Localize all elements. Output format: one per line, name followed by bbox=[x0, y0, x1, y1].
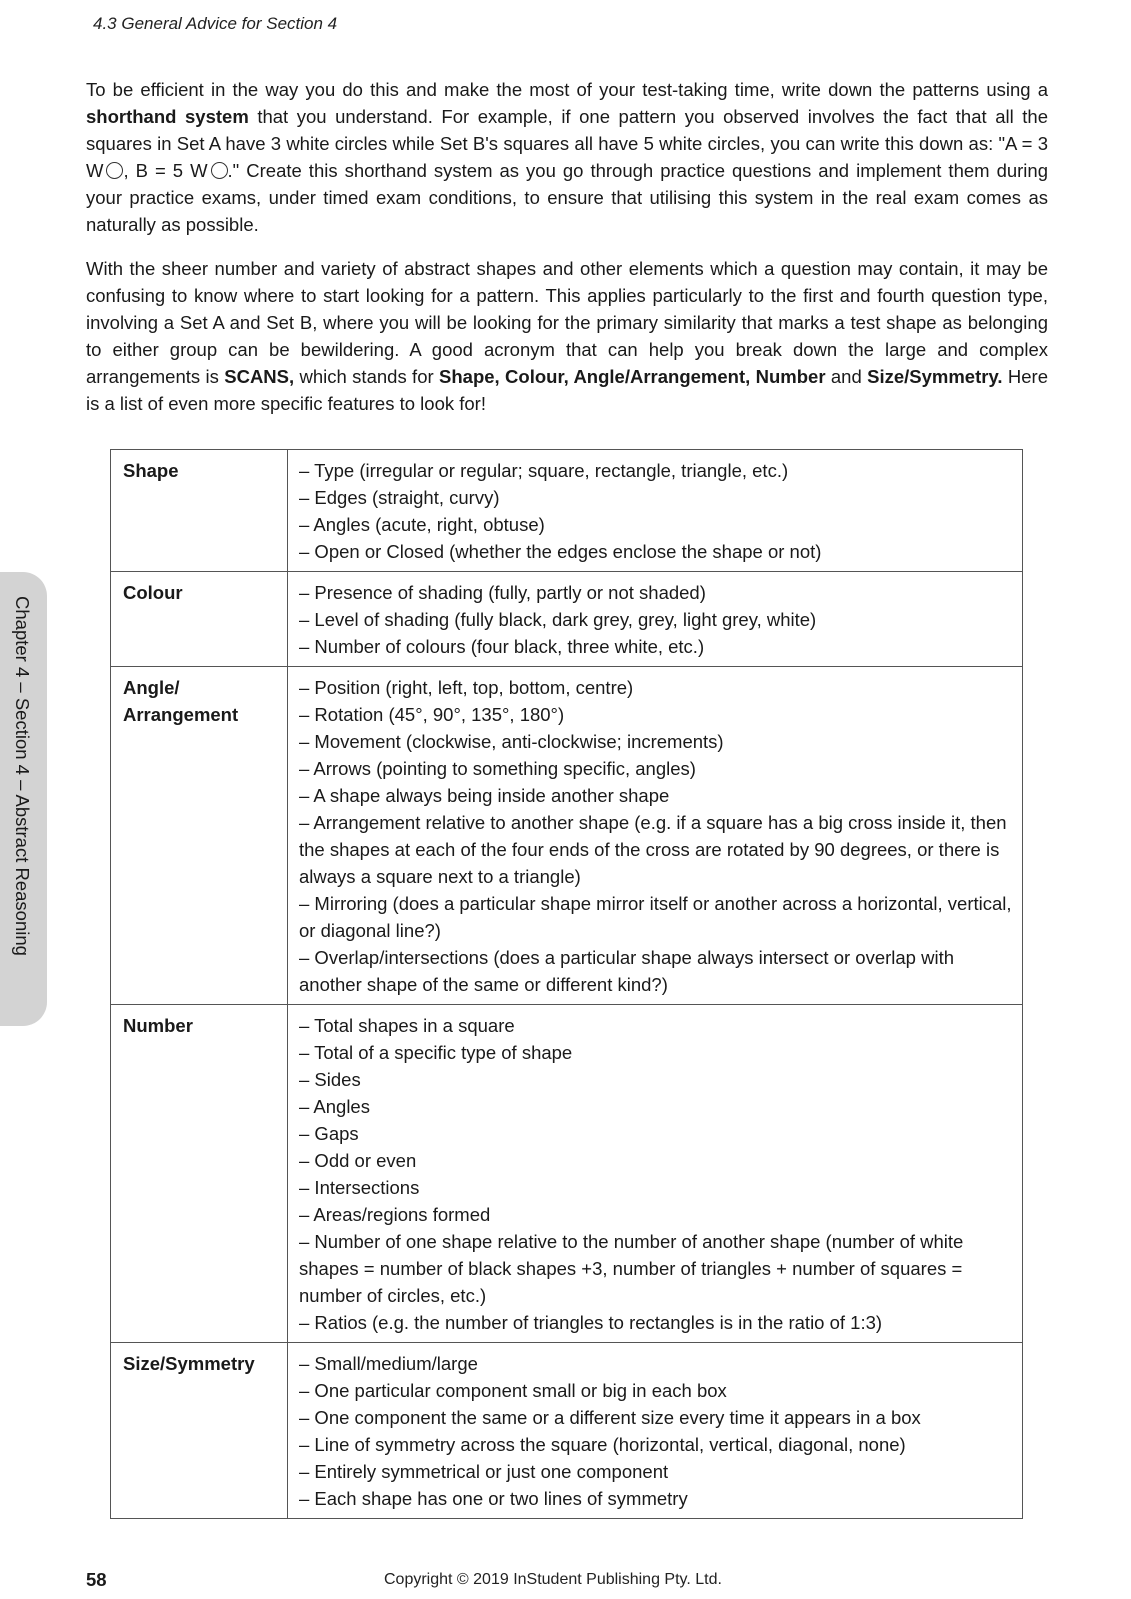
feature-item: – Odd or even bbox=[299, 1150, 417, 1171]
feature-item: – Number of colours (four black, three white, etc.) bbox=[299, 636, 705, 657]
feature-item: – Ratios (e.g. the number of triangles to rectangles is in the ratio of 1:3) bbox=[299, 1312, 883, 1333]
para-text: which stands for bbox=[294, 366, 440, 387]
feature-item: – Number of one shape relative to the number of another shape (number of white shapes = number of black shapes +3, number of triangles + number of squares = number of circles, etc.) bbox=[299, 1231, 964, 1306]
category-cell bbox=[111, 572, 288, 667]
category-label: Number bbox=[123, 1015, 193, 1036]
bold-term: SCANS, bbox=[224, 366, 295, 387]
category-label: Colour bbox=[123, 582, 183, 603]
feature-item: – Line of symmetry across the square (horizontal, vertical, diagonal, none) bbox=[299, 1434, 906, 1455]
white-circle-icon bbox=[106, 162, 123, 179]
feature-item: – Movement (clockwise, anti-clockwise; increments) bbox=[299, 731, 724, 752]
para-text: that you understand. For example, if one pattern you observed involves the fact that all the squares in Set A have 3 white circles while Set B's squares all have 5 white circles, you can write this down as: "A = 3 W bbox=[86, 106, 1048, 181]
feature-item: – Arrangement relative to another shape (e.g. if a square has a big cross inside it, then the shapes at each of the four ends of the cross are rotated by 90 degrees, or there is always a square next to a triangle) bbox=[299, 812, 1007, 887]
copyright-footer: Copyright © 2019 InStudent Publishing Pty. Ltd. bbox=[384, 1571, 722, 1588]
para-text: To be efficient in the way you do this and make the most of your test-taking time, write down the patterns using a bbox=[86, 79, 1048, 100]
table-row bbox=[111, 1343, 1023, 1519]
category-label: Arrangement bbox=[123, 704, 239, 725]
feature-item: – Gaps bbox=[299, 1123, 359, 1144]
feature-item: – Small/medium/large bbox=[299, 1353, 478, 1374]
feature-item: – Sides bbox=[299, 1069, 361, 1090]
category-cell bbox=[111, 1005, 288, 1343]
paragraph-shorthand bbox=[86, 76, 1048, 238]
feature-item: – Areas/regions formed bbox=[299, 1204, 491, 1225]
features-cell bbox=[288, 667, 1023, 1005]
category-label: Angle/ bbox=[123, 677, 180, 698]
feature-item: – Intersections bbox=[299, 1177, 420, 1198]
feature-item: – Open or Closed (whether the edges enclose the shape or not) bbox=[299, 541, 822, 562]
feature-item: – One component the same or a different size every time it appears in a box bbox=[299, 1407, 921, 1428]
bold-term: shorthand system bbox=[86, 106, 249, 127]
feature-item: – Type (irregular or regular; square, rectangle, triangle, etc.) bbox=[299, 460, 789, 481]
para-text: Here is a list of even more specific features to look for! bbox=[86, 366, 1048, 414]
para-text: , B = 5 W bbox=[123, 160, 208, 181]
chapter-side-tab-label: Chapter 4 – Section 4 – Abstract Reasoning bbox=[12, 596, 33, 956]
feature-item: – Entirely symmetrical or just one component bbox=[299, 1461, 669, 1482]
feature-item: – Total of a specific type of shape bbox=[299, 1042, 573, 1063]
feature-item: – Level of shading (fully black, dark grey, grey, light grey, white) bbox=[299, 609, 817, 630]
category-cell bbox=[111, 450, 288, 572]
features-cell bbox=[288, 572, 1023, 667]
feature-item: – Overlap/intersections (does a particular shape always intersect or overlap with another shape of the same or different kind?) bbox=[299, 947, 955, 995]
feature-item: – One particular component small or big in each box bbox=[299, 1380, 727, 1401]
para-text: and bbox=[825, 366, 868, 387]
feature-item: – A shape always being inside another shape bbox=[299, 785, 670, 806]
feature-item: – Rotation (45°, 90°, 135°, 180°) bbox=[299, 704, 565, 725]
running-header: 4.3 General Advice for Section 4 bbox=[93, 14, 338, 33]
category-label: Shape bbox=[123, 460, 179, 481]
features-cell bbox=[288, 450, 1023, 572]
feature-item: – Edges (straight, curvy) bbox=[299, 487, 500, 508]
table-row bbox=[111, 572, 1023, 667]
feature-item: – Total shapes in a square bbox=[299, 1015, 515, 1036]
feature-item: – Angles bbox=[299, 1096, 370, 1117]
feature-item: – Position (right, left, top, bottom, centre) bbox=[299, 677, 634, 698]
table-row bbox=[111, 667, 1023, 1005]
features-cell bbox=[288, 1343, 1023, 1519]
feature-item: – Presence of shading (fully, partly or not shaded) bbox=[299, 582, 706, 603]
bold-term: Size/Symmetry. bbox=[867, 366, 1003, 387]
scans-table bbox=[110, 449, 1023, 1519]
table-row bbox=[111, 450, 1023, 572]
feature-item: – Each shape has one or two lines of symmetry bbox=[299, 1488, 688, 1509]
page-number: 58 bbox=[86, 1569, 107, 1590]
white-circle-icon bbox=[211, 162, 228, 179]
para-text: ." Create this shorthand system as you go through practice questions and implement them during your practice exams, under timed exam conditions, to ensure that utilising this system in the real exam comes as naturally as possible. bbox=[86, 160, 1048, 235]
bold-term: Shape, Colour, Angle/Arrangement, Number bbox=[439, 366, 826, 387]
features-cell bbox=[288, 1005, 1023, 1343]
para-text: With the sheer number and variety of abstract shapes and other elements which a question may contain, it may be confusing to know where to start looking for a pattern. This applies particularly to the first and fourth question type, involving a Set A and Set B, where you will be looking for the primary similarity that marks a test shape as belonging to either group can be bewildering. A good acronym that can help you break down the large and complex arrangements is bbox=[86, 258, 1048, 387]
table-row bbox=[111, 1005, 1023, 1343]
category-cell bbox=[111, 1343, 288, 1519]
feature-item: – Arrows (pointing to something specific, angles) bbox=[299, 758, 696, 779]
paragraph-scans bbox=[86, 255, 1048, 417]
category-cell bbox=[111, 667, 288, 1005]
category-label: Size/Symmetry bbox=[123, 1353, 255, 1374]
feature-item: – Mirroring (does a particular shape mirror itself or another across a horizontal, vertical, or diagonal line?) bbox=[299, 893, 1012, 941]
feature-item: – Angles (acute, right, obtuse) bbox=[299, 514, 545, 535]
